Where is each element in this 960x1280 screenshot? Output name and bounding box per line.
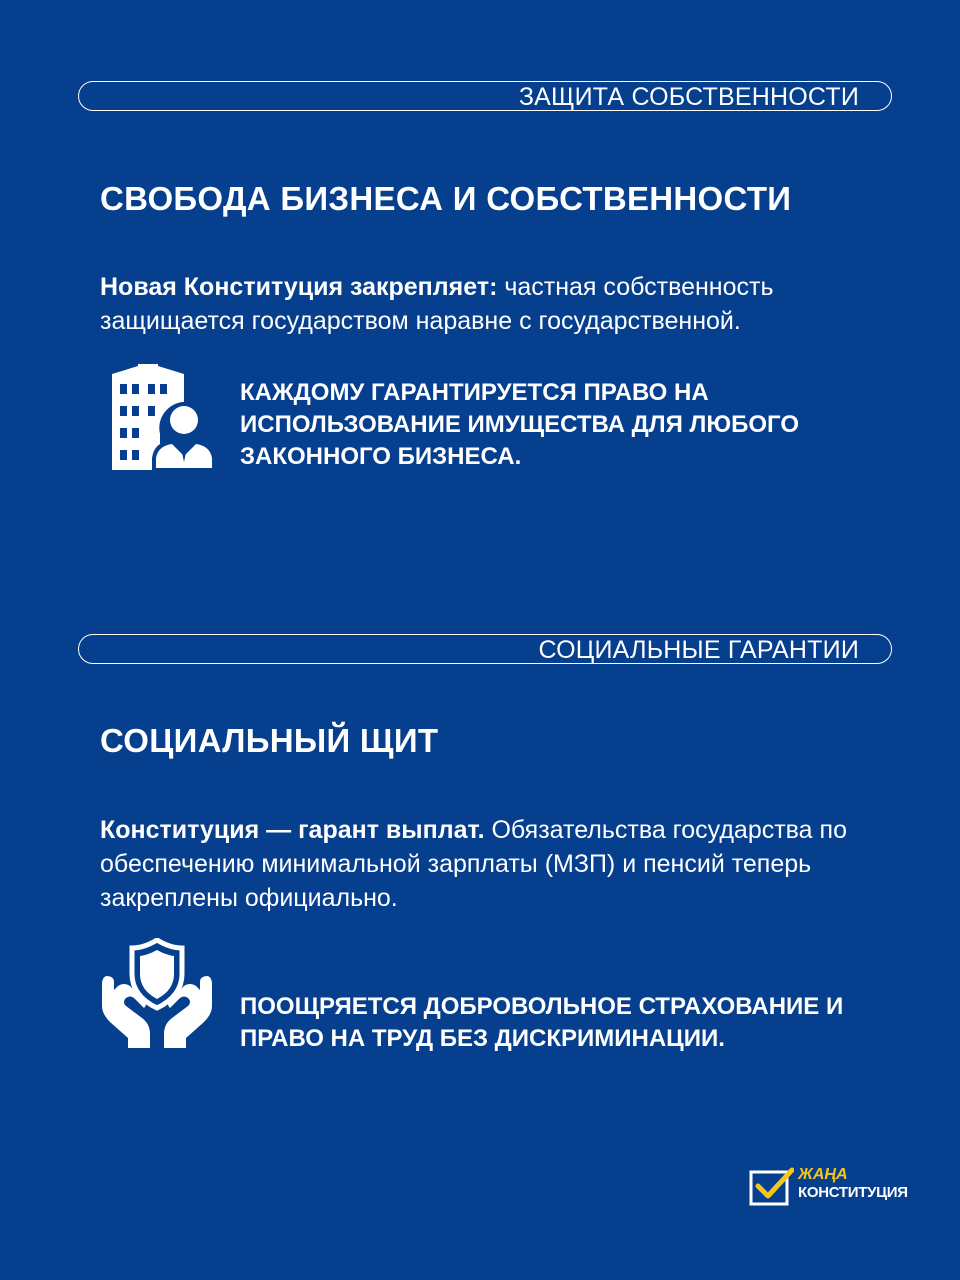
section-label: ЗАЩИТА СОБСТВЕННОСТИ [518,83,859,111]
section-label: СОЦИАЛЬНЫЕ ГАРАНТИИ [538,636,859,664]
hands-shield-icon [100,938,214,1050]
logo [748,1164,908,1208]
lead-bold: Конституция — гарант выплат. [100,816,485,844]
logo-line1: ЖАҢА [798,1166,848,1183]
logo-wordmark [798,1166,908,1202]
checkbox-check-icon [748,1164,794,1208]
section-heading: СВОБОДА БИЗНЕСА И СОБСТВЕННОСТИ [100,180,792,217]
feature-text: КАЖДОМУ ГАРАНТИРУЕТСЯ ПРАВО НА ИСПОЛЬЗОВАНИЕ ИМУЩЕСТВА ДЛЯ ЛЮБОГО ЗАКОННОГО БИЗНЕСА. [240,379,799,470]
section-lead [100,813,880,915]
lead-bold: Новая Конституция закрепляет: [100,273,498,301]
lead-text: Обязательства государства по обеспечению минимальной зарплаты (МЗП) и пенсий теперь закреплены официально. [100,816,847,912]
lead-text: частная собственность защищается государством наравне с государственной. [100,273,774,335]
building-person-icon [108,362,214,470]
section-label-pill [78,634,892,664]
logo-line2: КОНСТИТУЦИЯ [798,1184,908,1201]
feature-text: ПООЩРЯЕТСЯ ДОБРОВОЛЬНОЕ СТРАХОВАНИЕ И ПРАВО НА ТРУД БЕЗ ДИСКРИМИНАЦИИ. [240,993,844,1052]
section-heading: СОЦИАЛЬНЫЙ ЩИТ [100,722,439,759]
section-lead [100,270,880,338]
section-label-pill [78,81,892,111]
